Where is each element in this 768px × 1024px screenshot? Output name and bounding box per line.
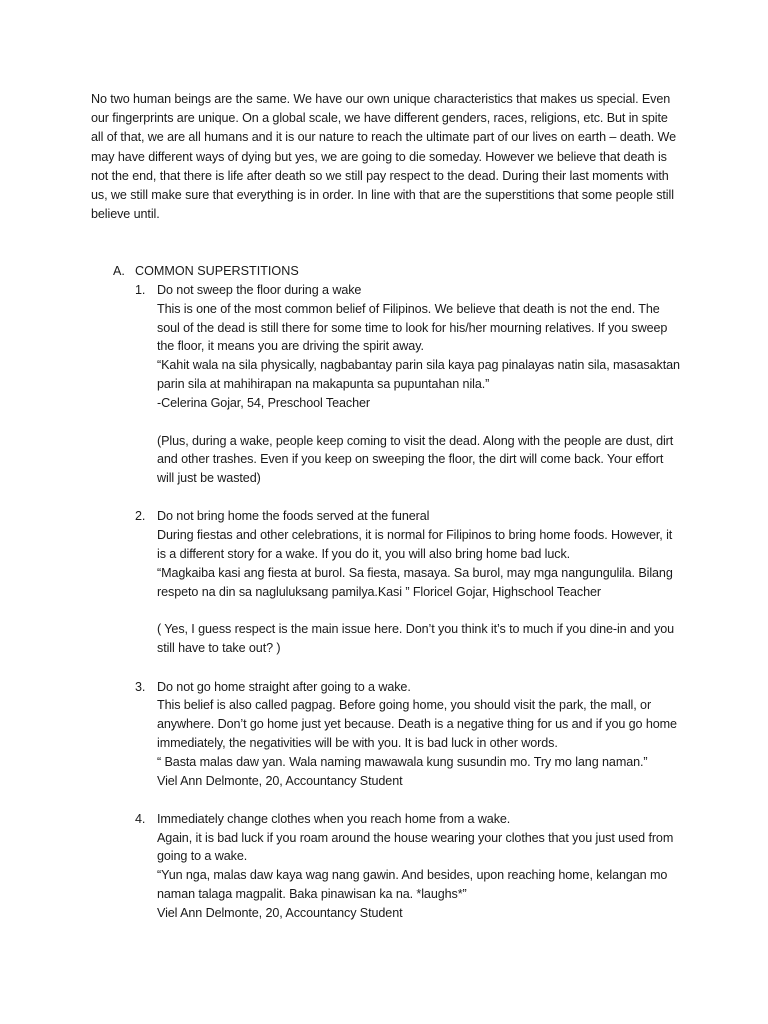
- item-source: Viel Ann Delmonte, 20, Accountancy Student: [157, 773, 403, 788]
- item-quote: “Kahit wala na sila physically, nagbabantay parin sila kaya pag pinalayas natin sila, masasaktan parin sila at mahihirapan na makapunta sa pupuntahan nila.”: [157, 358, 680, 391]
- item-number: 2.: [135, 509, 146, 524]
- list-item: [113, 678, 693, 810]
- section-title: COMMON SUPERSTITIONS: [135, 264, 299, 278]
- item-heading: Do not go home straight after going to a wake.: [157, 679, 411, 694]
- item-heading: Immediately change clothes when you reach home from a wake.: [157, 811, 511, 826]
- item-source: -Celerina Gojar, 54, Preschool Teacher: [157, 395, 370, 410]
- item-note: (Plus, during a wake, people keep coming to visit the dead. Along with the people are dust, dirt and other trashes. Even if you keep on sweeping the floor, the dirt will come back. Your effort will just be wasted): [157, 433, 674, 486]
- intro-paragraph: No two human beings are the same. We have our own unique characteristics that makes us special. Even our fingerprints are unique. On a global scale, we have different genders, races, religions, etc. But in spite all of that, we are all humans and it is our nature to reach the ultimate part of our lives on earth – death. We may have different ways of dying but yes, we are going to die someday. However we believe that death is not the end, that there is life after death so we still pay respect to the dead. During their last moments with us, we still make sure that everything is in order. In line with that are the superstitions that some people still believe until.: [91, 92, 677, 222]
- item-quote: “ Basta malas daw yan. Wala naming mawawala kung susundin mo. Try mo lang naman.”: [157, 754, 648, 769]
- section-marker: A.: [113, 264, 125, 278]
- superstition-list: [113, 281, 693, 923]
- item-source: Viel Ann Delmonte, 20, Accountancy Student: [157, 905, 403, 920]
- item-heading: Do not bring home the foods served at the funeral: [157, 509, 430, 524]
- section-heading: [113, 262, 693, 281]
- item-text: During fiestas and other celebrations, it is normal for Filipinos to bring home foods. However, it is a different story for a wake. If you do it, you will also bring home bad luck.: [157, 528, 673, 562]
- item-number: 4.: [135, 811, 146, 826]
- item-body: [157, 810, 682, 923]
- item-body: [157, 281, 682, 507]
- item-number: 1.: [135, 283, 146, 297]
- item-text: This belief is also called pagpag. Before going home, you should visit the park, the mall, or anywhere. Don’t go home just yet because. Death is a negative thing for us and if you go home immediately, the negativities will be with you. It is bad luck in other words.: [157, 698, 677, 750]
- list-item: [113, 281, 693, 507]
- item-quote: “Magkaiba kasi ang fiesta at burol. Sa fiesta, masaya. Sa burol, may mga nangungulila. Bilang respeto na din sa nagluluksang pamilya.Kasi ” Floricel Gojar, Highschool Teacher: [157, 565, 673, 599]
- item-heading: Do not sweep the floor during a wake: [157, 283, 362, 297]
- list-item: [113, 810, 693, 923]
- item-body: [157, 678, 682, 810]
- item-text: Again, it is bad luck if you roam around the house wearing your clothes that you just used from going to a wake.: [157, 830, 674, 864]
- item-note: ( Yes, I guess respect is the main issue here. Don’t you think it’s to much if you dine-in and you still have to take out? ): [157, 622, 675, 656]
- list-item: [113, 507, 693, 677]
- superstitions-section: [113, 262, 693, 923]
- item-number: 3.: [135, 679, 146, 694]
- item-text: This is one of the most common belief of Filipinos. We believe that death is not the end. The soul of the dead is still there for some time to look for his/her mourning relatives. If you sweep the floor, it means you are driving the spirit away.: [157, 301, 668, 354]
- item-quote: “Yun nga, malas daw kaya wag nang gawin. And besides, upon reaching home, kelangan mo naman talaga magpalit. Baka pinawisan ka na. *laughs*”: [157, 868, 668, 902]
- item-body: [157, 507, 682, 677]
